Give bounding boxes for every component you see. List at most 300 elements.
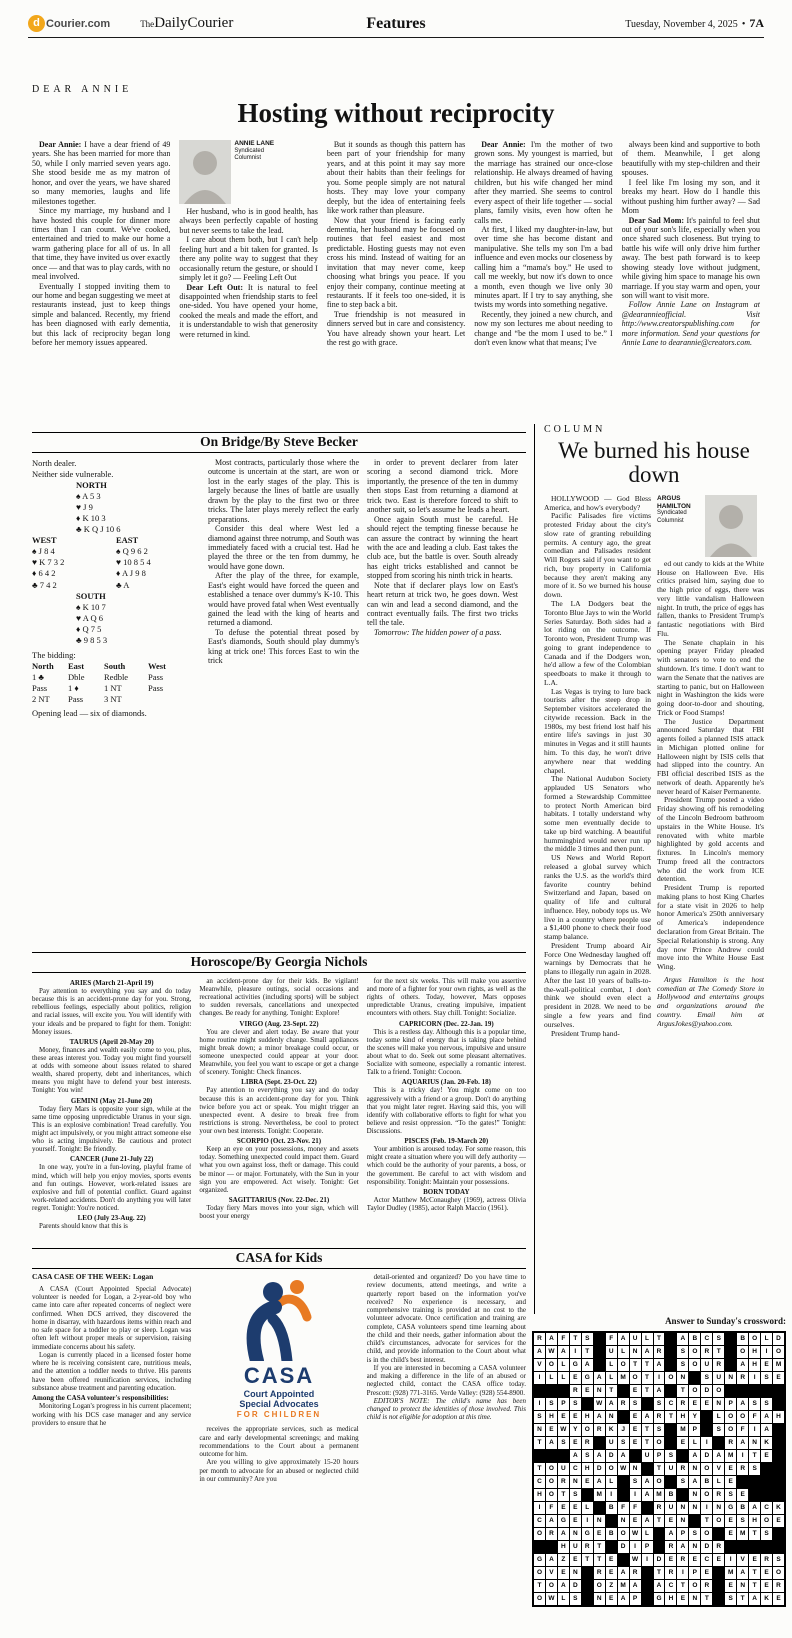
horoscope-entry	[367, 1078, 526, 1135]
crossword-block-cell	[642, 1398, 653, 1410]
crossword-letter-cell: S	[570, 1398, 581, 1410]
dear-annie-headline: Hosting without reciprocity	[237, 98, 555, 128]
crossword-letter-cell: P	[642, 1541, 653, 1553]
crossword-letter-cell: A	[654, 1359, 665, 1371]
crossword-letter-cell: M	[725, 1567, 736, 1579]
crossword-letter-cell: L	[558, 1372, 569, 1384]
bid-cell: Dble	[68, 671, 85, 682]
suit-line: ♥ 10 8 5 4	[116, 557, 151, 568]
hand-label-north: NORTH	[76, 480, 107, 491]
crossword-letter-cell: S	[749, 1463, 760, 1475]
crossword-letter-cell: O	[618, 1528, 629, 1540]
crossword-block-cell	[606, 1541, 617, 1553]
crossword-letter-cell: I	[570, 1346, 581, 1358]
crossword-block-cell	[642, 1593, 653, 1605]
horoscope-col-1	[32, 977, 191, 1230]
crossword-letter-cell: O	[725, 1424, 736, 1436]
crossword-letter-cell: E	[665, 1515, 676, 1527]
crossword-block-cell	[773, 1437, 784, 1449]
crossword-letter-cell: G	[582, 1528, 593, 1540]
crossword-letter-cell: O	[534, 1528, 545, 1540]
crossword-letter-cell: F	[558, 1333, 569, 1345]
crossword-block-cell	[773, 1398, 784, 1410]
crossword-letter-cell: O	[546, 1359, 557, 1371]
paragraph: Once again South must be careful. He should reject the tempting finesse because he can assure the contract by winning the heart with the ace and leading a club. East takes the club ace, but the battle is over. South already has eight tricks established and cannot be stopped from scoring his ninth trick in hearts.	[367, 514, 518, 581]
paragraph: Logan is currently placed in a licensed foster home where he is receiving consistent care, nutritious meals, and the attention a toddler needs to thrive. His parents have been offered reunification services, including substance abuse treatment and parenting education.	[32, 1350, 192, 1392]
crossword-letter-cell: O	[546, 1476, 557, 1488]
crossword-letter-cell: E	[630, 1385, 641, 1397]
crossword-letter-cell: A	[654, 1580, 665, 1592]
crossword-letter-cell: V	[737, 1554, 748, 1566]
bridge-dealer: North dealer.	[32, 458, 77, 468]
crossword-letter-cell: T	[642, 1437, 653, 1449]
crossword-letter-cell: T	[642, 1372, 653, 1384]
casa-col-3-text	[367, 1273, 526, 1397]
casa-col-1-tail	[32, 1402, 191, 1427]
bid-cell: Pass	[68, 693, 84, 704]
crossword-letter-cell: I	[701, 1502, 712, 1514]
zodiac-sign-heading: SCORPIO (Oct. 23-Nov. 21)	[236, 1137, 322, 1146]
bridge-col-1	[208, 458, 359, 719]
crossword-letter-cell: N	[677, 1372, 688, 1384]
crossword-letter-cell: A	[606, 1398, 617, 1410]
bid-cell: Redble	[104, 671, 129, 682]
crossword-letter-cell: N	[606, 1411, 617, 1423]
crossword-letter-cell: L	[642, 1528, 653, 1540]
bridge-diagram	[32, 458, 200, 719]
crossword-letter-cell: S	[713, 1333, 724, 1345]
crossword-letter-cell: S	[701, 1372, 712, 1384]
crossword-letter-cell: T	[654, 1463, 665, 1475]
crossword-letter-cell: I	[642, 1554, 653, 1566]
crossword-letter-cell: R	[761, 1554, 772, 1566]
crossword-letter-cell: S	[546, 1398, 557, 1410]
paper-name	[140, 15, 233, 32]
crossword-letter-cell: L	[713, 1411, 724, 1423]
crossword-letter-cell: I	[737, 1450, 748, 1462]
paragraph: Pacific Palisades fire victims protested Friday about the city's slow rate of granting rebuilding permits. A century ago, the great comedian and Palisades resident Will Rogers said if you want to get rich, buy property in California because they aren't making any more of it. So we burned his house down.	[544, 511, 651, 600]
crossword-letter-cell: D	[570, 1580, 581, 1592]
annie-lane-byline-block	[179, 140, 317, 204]
horoscope-entry	[199, 1078, 358, 1135]
crossword-letter-cell: A	[618, 1593, 629, 1605]
horoscope-entry	[199, 1020, 358, 1077]
argus-col-2	[657, 495, 764, 1038]
crossword-letter-cell: B	[701, 1476, 712, 1488]
crossword-block-cell	[773, 1385, 784, 1397]
horoscope-entry	[32, 1038, 191, 1095]
crossword-letter-cell: A	[689, 1476, 700, 1488]
crossword-letter-cell: M	[677, 1424, 688, 1436]
crossword-letter-cell: I	[606, 1489, 617, 1501]
crossword-letter-cell: O	[749, 1333, 760, 1345]
date-text: Tuesday, November 4, 2025	[625, 19, 738, 30]
paragraph-text: Since my marriage, my husband and I have hosted this couple for dinner more times than I can count. We've cooked, entertained and tried to make our home a warm gathering place for all of us. In all that time, they have invited us over exactly once — and that was to play cards, with no meal involved.	[32, 206, 171, 282]
crossword-letter-cell: U	[570, 1541, 581, 1553]
paragraph: To defuse the potential threat posed by East's diamonds, South should play dummy's king at trick one! This forces East to win the trick	[208, 627, 359, 666]
crossword-letter-cell: I	[534, 1372, 545, 1384]
argus-col-1	[544, 495, 651, 1038]
suit-line: ♠ Q 9 6 2	[116, 546, 148, 557]
crossword-letter-cell: E	[665, 1554, 676, 1566]
crossword-letter-cell: I	[701, 1437, 712, 1449]
paragraph: President Trump is reported making plans to host King Charles for a state visit in 2026 to help honor America's 250th anniversary of America's independence declaration from Great Britain. The Special Relationship is strong. Any day now Prince Andrew could move into the White House East Wing.	[657, 883, 764, 972]
casa-logo-line1: Court Appointed	[243, 1389, 315, 1400]
crossword-letter-cell: T	[570, 1333, 581, 1345]
crossword-letter-cell: E	[630, 1437, 641, 1449]
crossword-letter-cell: E	[606, 1593, 617, 1605]
casa-col-1-text	[32, 1285, 191, 1392]
crossword-block-cell	[773, 1450, 784, 1462]
crossword-letter-cell: U	[630, 1333, 641, 1345]
crossword-block-cell	[725, 1385, 736, 1397]
suit-line: ♥ J 9	[76, 502, 93, 513]
crossword-letter-cell: U	[713, 1372, 724, 1384]
crossword-letter-cell: F	[737, 1424, 748, 1436]
crossword-block-cell	[665, 1346, 676, 1358]
horoscope-text: Keep an eye on your possessions, money and assets today. Something unexpected could impact them. Guard what you own against loss, theft or damage. This could be minor — or major. Fortunately, with the Sun in your sign you are empowered. Act wisely. Tonight: Get organized.	[199, 1145, 359, 1194]
hand-cards-west	[32, 546, 116, 590]
crossword-letter-cell: L	[761, 1333, 772, 1345]
crossword-block-cell	[773, 1489, 784, 1501]
crossword-letter-cell: R	[677, 1398, 688, 1410]
crossword-letter-cell: H	[582, 1463, 593, 1475]
crossword-letter-cell: U	[701, 1359, 712, 1371]
bridge-vulnerability: Neither side vulnerable.	[32, 469, 114, 480]
paragraph: If you are interested in becoming a CASA volunteer and making a difference in the life of an abused or neglected child, contact the CASA office today. Prescott: (928) 771-3165. Verde Valley: (928) 554-8900.	[366, 1363, 526, 1397]
paragraph-text: At first, I liked my daughter-in-law, but over time she has become distant and manipulative. She tells my son I'm a bad influence and even mocks our closeness by calling him a “mama's boy.” He used to call me weekly, but now it's down to once a month, even though we live only 30 minutes apart. If I try to say anything, she twists my words into something negative.	[474, 224, 613, 310]
crossword-letter-cell: A	[689, 1450, 700, 1462]
bridge-hand-east	[116, 535, 200, 590]
bidding-rows	[32, 672, 190, 705]
crossword-letter-cell: A	[558, 1346, 569, 1358]
horoscope-entry	[199, 1137, 358, 1194]
horoscope-entry	[32, 1214, 191, 1230]
crossword-block-cell	[618, 1554, 629, 1566]
crossword-letter-cell: T	[534, 1463, 545, 1475]
bidding-header-row	[32, 661, 190, 672]
crossword-letter-cell: R	[677, 1554, 688, 1566]
horoscope-text: Parents should know that this is	[39, 1222, 128, 1231]
crossword-letter-cell: I	[534, 1398, 545, 1410]
bidding-row	[32, 672, 190, 683]
paragraph	[179, 283, 317, 340]
crossword-letter-cell: L	[606, 1372, 617, 1384]
bullet-separator: •	[741, 19, 746, 30]
paragraph: HOLLYWOOD — God Bless America, and how's everybody?	[544, 494, 651, 512]
byline-name: ANNIE LANE	[234, 140, 275, 147]
crossword-letter-cell: E	[725, 1476, 736, 1488]
masthead	[28, 10, 764, 38]
crossword-letter-cell: O	[725, 1411, 736, 1423]
crossword-letter-cell: A	[558, 1528, 569, 1540]
horoscope-entry	[367, 977, 526, 1018]
crossword-letter-cell: S	[630, 1398, 641, 1410]
argus-column-section	[534, 424, 764, 1314]
crossword-letter-cell: U	[606, 1346, 617, 1358]
crossword-letter-cell: S	[749, 1398, 760, 1410]
crossword-letter-cell: E	[558, 1567, 569, 1579]
argus-col-2-text	[657, 560, 764, 972]
crossword-letter-cell: T	[582, 1554, 593, 1566]
crossword-answer-section	[532, 1316, 786, 1607]
crossword-letter-cell: C	[534, 1476, 545, 1488]
casa-col-2	[199, 1273, 358, 1483]
crossword-letter-cell: S	[761, 1528, 772, 1540]
crossword-letter-cell: Y	[570, 1424, 581, 1436]
crossword-letter-cell: O	[737, 1411, 748, 1423]
paragraph-lead: Dear Left Out:	[186, 282, 248, 292]
bidding-header-cell: East	[68, 660, 85, 671]
crossword-letter-cell: U	[665, 1502, 676, 1514]
crossword-letter-cell: I	[630, 1541, 641, 1553]
crossword-block-cell	[594, 1502, 605, 1514]
dateline	[625, 16, 764, 31]
paragraph-lead: Dear Annie:	[481, 140, 531, 149]
casa-section	[32, 1248, 526, 1636]
dear-annie-col-1	[32, 140, 170, 426]
crossword-letter-cell: A	[642, 1346, 653, 1358]
crossword-letter-cell: O	[654, 1437, 665, 1449]
crossword-letter-cell: A	[546, 1437, 557, 1449]
bridge-tomorrow: Tomorrow: The hidden power of a pass.	[374, 627, 502, 637]
crossword-block-cell	[737, 1476, 748, 1488]
horoscope-entry	[367, 1137, 526, 1186]
suit-line: ♣ A	[116, 579, 130, 590]
crossword-letter-cell: O	[689, 1359, 700, 1371]
paragraph-text: True friendship is not measured in dinners served but in care and consistency. You have already shown your heart. Let the rest go with grace.	[326, 309, 466, 348]
crossword-letter-cell: H	[749, 1359, 760, 1371]
crossword-letter-cell: O	[534, 1567, 545, 1579]
crossword-block-cell	[534, 1450, 545, 1462]
crossword-letter-cell: S	[570, 1489, 581, 1501]
crossword-letter-cell: L	[558, 1593, 569, 1605]
zodiac-sign-heading: GEMINI (May 21-June 20)	[70, 1096, 153, 1105]
crossword-letter-cell: M	[654, 1489, 665, 1501]
paragraph	[32, 282, 170, 348]
crossword-letter-cell: P	[689, 1567, 700, 1579]
casa-col-3	[367, 1273, 526, 1483]
crossword-letter-cell: R	[534, 1333, 545, 1345]
crossword-letter-cell: E	[630, 1515, 641, 1527]
crossword-letter-cell: U	[642, 1450, 653, 1462]
crossword-letter-cell: I	[749, 1424, 760, 1436]
crossword-letter-cell: O	[606, 1463, 617, 1475]
crossword-letter-cell: C	[570, 1463, 581, 1475]
crossword-letter-cell: M	[725, 1450, 736, 1462]
crossword-letter-cell: L	[582, 1502, 593, 1514]
crossword-letter-cell: O	[689, 1580, 700, 1592]
crossword-letter-cell: R	[654, 1502, 665, 1514]
crossword-letter-cell: A	[749, 1593, 760, 1605]
paragraph: President Trump hand-	[551, 1028, 620, 1038]
bridge-section	[32, 432, 526, 948]
crossword-letter-cell: O	[773, 1346, 784, 1358]
paragraph-text: Her husband, who is in good health, has always been perfectly capable of hosting but never seems to take the lead.	[179, 207, 318, 235]
crossword-letter-cell: G	[725, 1502, 736, 1514]
crossword-block-cell	[725, 1359, 736, 1371]
crossword-letter-cell: T	[749, 1580, 760, 1592]
horoscope-text: Today fiery Mars is opposite your sign, while at the same time opposing unpredictable Uranus in your sign. This is an explosive combination! Tread carefully. You might act impulsively, or you might attract someone else who is acting impulsively. Be cautious and protect yourself. Tonight: Be friendly.	[32, 1104, 192, 1154]
zodiac-sign-heading: AQUARIUS (Jan. 20-Feb. 18)	[401, 1078, 491, 1087]
casa-body	[32, 1273, 526, 1483]
crossword-letter-cell: P	[725, 1398, 736, 1410]
crossword-letter-cell: K	[761, 1593, 772, 1605]
crossword-block-cell	[665, 1385, 676, 1397]
page-number: 7A	[749, 16, 764, 30]
crossword-letter-cell: E	[558, 1502, 569, 1514]
crossword-letter-cell: G	[558, 1515, 569, 1527]
paragraph-lead: Dear Sad Mom:	[628, 215, 687, 225]
crossword-letter-cell: R	[713, 1541, 724, 1553]
crossword-block-cell	[689, 1372, 700, 1384]
crossword-block-cell	[725, 1333, 736, 1345]
crossword-block-cell	[701, 1411, 712, 1423]
hand-label-east: EAST	[116, 535, 139, 546]
zodiac-sign-heading: TAURUS (April 20-May 20)	[69, 1037, 154, 1046]
crossword-letter-cell: I	[761, 1346, 772, 1358]
crossword-letter-cell: E	[570, 1437, 581, 1449]
crossword-letter-cell: T	[654, 1333, 665, 1345]
zodiac-sign-heading: PISCES (Feb. 19-March 20)	[404, 1137, 489, 1146]
crossword-letter-cell: C	[701, 1333, 712, 1345]
horoscope-entry	[32, 1097, 191, 1154]
crossword-letter-cell: P	[677, 1528, 688, 1540]
dcourier-logo-text: Courier.com	[46, 17, 111, 30]
crossword-letter-cell: L	[713, 1476, 724, 1488]
crossword-block-cell	[594, 1437, 605, 1449]
bridge-hand-south	[76, 591, 200, 646]
crossword-letter-cell: O	[534, 1593, 545, 1605]
crossword-letter-cell: N	[594, 1385, 605, 1397]
crossword-letter-cell: E	[701, 1398, 712, 1410]
casa-logo	[199, 1275, 358, 1419]
crossword-block-cell	[654, 1528, 665, 1540]
horoscope-text: an accident-prone day for their kids. Be vigilant! Meanwhile, pleasure outings, social occasions and recreational activities (including sports) will be subject to sudden reversals, cancellations and unexpected changes. Be ready for anything. Tonight: Explore!	[199, 977, 359, 1018]
crossword-letter-cell: E	[713, 1554, 724, 1566]
crossword-letter-cell: H	[749, 1515, 760, 1527]
argus-hamilton-photo	[705, 495, 757, 557]
crossword-block-cell	[582, 1580, 593, 1592]
crossword-block-cell	[654, 1541, 665, 1553]
crossword-letter-cell: R	[701, 1580, 712, 1592]
crossword-block-cell	[594, 1346, 605, 1358]
paragraph	[622, 140, 760, 178]
crossword-letter-cell: R	[582, 1437, 593, 1449]
zodiac-sign-heading: LEO (July 23-Aug. 22)	[77, 1214, 146, 1223]
crossword-letter-cell: O	[713, 1385, 724, 1397]
crossword-letter-cell: E	[749, 1554, 760, 1566]
crossword-letter-cell: N	[594, 1515, 605, 1527]
crossword-letter-cell: N	[570, 1567, 581, 1579]
crossword-block-cell	[546, 1450, 557, 1462]
crossword-block-cell	[630, 1450, 641, 1462]
crossword-block-cell	[642, 1580, 653, 1592]
crossword-letter-cell: S	[534, 1411, 545, 1423]
crossword-letter-cell: R	[594, 1567, 605, 1579]
crossword-letter-cell: I	[725, 1554, 736, 1566]
crossword-letter-cell: T	[701, 1515, 712, 1527]
bridge-body	[32, 458, 526, 719]
suit-line: ♥ K 7 3 2	[32, 557, 65, 568]
crossword-letter-cell: N	[725, 1372, 736, 1384]
crossword-letter-cell: P	[630, 1593, 641, 1605]
paragraph-text: It is natural to feel disappointed when friendship starts to feel one-sided. You have opened your home, cooked the meals and made the effort, and it is understandable to wish that generosity were returned in kind.	[179, 282, 318, 339]
crossword-block-cell	[761, 1541, 772, 1553]
crossword-letter-cell: S	[618, 1437, 629, 1449]
crossword-block-cell	[582, 1398, 593, 1410]
crossword-letter-cell: E	[570, 1515, 581, 1527]
crossword-letter-cell: T	[749, 1528, 760, 1540]
crossword-letter-cell: I	[677, 1567, 688, 1579]
paragraph: President Trump posted a video Friday showing off his remodeling of the Lincoln Bedroom bathroom upstairs in the White House. It's renovated with white marble highlighted by gold accents and fixtures. In Lincoln's memory Trump freed all the contractors who did the work from ICE detention.	[657, 795, 764, 884]
crossword-letter-cell: W	[594, 1398, 605, 1410]
bridge-title: On Bridge/By Steve Becker	[32, 432, 526, 453]
crossword-letter-cell: S	[725, 1489, 736, 1501]
crossword-letter-cell: N	[570, 1528, 581, 1540]
crossword-letter-cell: N	[677, 1502, 688, 1514]
crossword-letter-cell: W	[546, 1593, 557, 1605]
crossword-letter-cell: R	[737, 1372, 748, 1384]
crossword-letter-cell: M	[594, 1489, 605, 1501]
paragraph-text: Recently, they joined a new church, and now my son lectures me about needing to change and “be the mom I used to be.” I don't even know what that means; I've	[474, 309, 613, 348]
paragraph: President Trump aboard Air Force One Wednesday laughed off warnings by Democrats that he plans to illegally run again in 2028. After the last 10 years of balls-to-the-wall-political combat, I don't think we should even elect a president in 2028. We need to be single a few years and find ourselves.	[544, 940, 651, 1029]
crossword-block-cell	[642, 1502, 653, 1514]
crossword-letter-cell: O	[594, 1580, 605, 1592]
crossword-letter-cell: A	[546, 1333, 557, 1345]
crossword-letter-cell: O	[582, 1424, 593, 1436]
crossword-letter-cell: E	[725, 1528, 736, 1540]
bid-cell: 2 NT	[32, 693, 50, 704]
paragraph: Are you willing to give approximately 15-20 hours per month to advocate for an abused or neglected child in our community? Are you	[199, 1458, 359, 1483]
dear-annie-kicker: DEAR ANNIE	[32, 84, 133, 95]
crossword-letter-cell: R	[725, 1437, 736, 1449]
crossword-block-cell	[725, 1541, 736, 1553]
crossword-letter-cell: R	[665, 1541, 676, 1553]
horoscope-text: for the next six weeks. This will make you assertive and more of a fighter for your own rights, as well as the rights of others. Today, however, Mars opposes unpredictable Uranus, creating impulsive, impatient encounters with others. Stay chill. Tonight: Socialize.	[366, 977, 526, 1018]
crossword-block-cell	[749, 1476, 760, 1488]
bidding-header-cell: North	[32, 660, 54, 671]
crossword-letter-cell: T	[737, 1593, 748, 1605]
crossword-letter-cell: S	[630, 1476, 641, 1488]
horoscope-text: In one way, you're in a fun-loving, playful frame of mind, which will help you enjoy movies, sports events and fun outings. However, work-related issues are explosive and full of potential conflict. Guard against work-related accidents. Don't do anything you will later regret. Tonight: You're noticed.	[32, 1163, 192, 1212]
crossword-letter-cell: G	[534, 1554, 545, 1566]
crossword-letter-cell: I	[534, 1502, 545, 1514]
crossword-letter-cell: T	[665, 1411, 676, 1423]
zodiac-sign-heading: SAGITTARIUS (Nov. 22-Dec. 21)	[228, 1195, 330, 1204]
crossword-letter-cell: A	[594, 1411, 605, 1423]
crossword-letter-cell: D	[701, 1450, 712, 1462]
crossword-letter-cell: K	[773, 1502, 784, 1514]
crossword-letter-cell: L	[558, 1359, 569, 1371]
paragraph: The Justice Department announced Saturday that FBI agents foiled a planned ISIS attack in Michigan plotted online for Halloween night by ISIS cells that had slipped into the country. An FBI official described ISIS as the network of death. Apparently he's never heard of Kaiser Permanente.	[657, 716, 764, 796]
dcourier-logo-icon: d	[28, 15, 45, 32]
crossword-block-cell	[749, 1489, 760, 1501]
paper-name-the: The	[140, 19, 155, 29]
paragraph	[474, 310, 612, 348]
argus-columns	[544, 495, 764, 1038]
crossword-letter-cell: G	[570, 1359, 581, 1371]
crossword-letter-cell: F	[618, 1502, 629, 1514]
hand-label-west: WEST	[32, 535, 57, 546]
argus-bio: Argus Hamilton is the host comedian at The Comedy Store in Hollywood and entertains groups and organizations around the country. Email him at ArgusJokes@yahoo.com.	[657, 974, 764, 1028]
crossword-letter-cell: A	[558, 1580, 569, 1592]
crossword-letter-cell: U	[606, 1437, 617, 1449]
crossword-block-cell	[642, 1463, 653, 1475]
paragraph: Monitoring Logan's progress in his current placement; working with his DCS case manager and any service providers to ensure that he	[32, 1402, 192, 1427]
paragraph: ed out candy to kids at the White House on Halloween Eve. His critics praised him, saying due to the high price of eggs, there was very little vandalism Halloween night. In truth, the price of eggs has fallen, thanks to President Trump's fantastic negotiations with Bird Flu.	[657, 558, 764, 638]
crossword-letter-cell: H	[665, 1593, 676, 1605]
